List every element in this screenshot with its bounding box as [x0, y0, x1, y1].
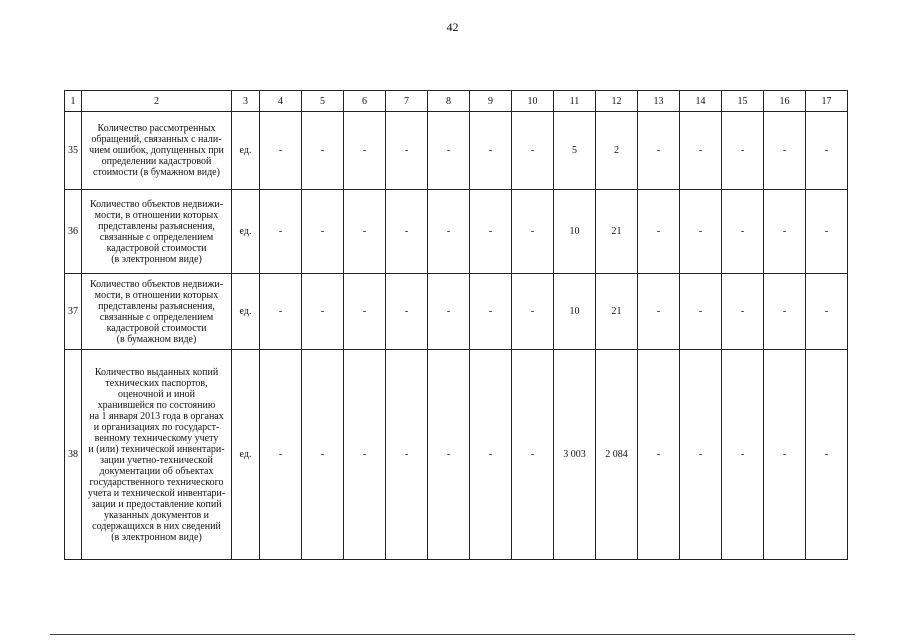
- row-name: Количество выданных копий технических паспортов, оценочной и иной хранившейся по состоянию на 1 января 2013 года в органах и организациях по государст- венному техническому учету и (или) технической инвентари- зации учетно-технической документации об объектах государственного технического учета и технической инвентари- зации и предоставление копий указанных документов и содержащихся в них сведений (в электронном виде): [82, 350, 232, 560]
- row-value: -: [302, 350, 344, 560]
- row-value: -: [344, 350, 386, 560]
- table-row: [65, 112, 848, 190]
- row-value: -: [470, 350, 512, 560]
- row-unit: ед.: [232, 112, 260, 190]
- row-value: -: [764, 350, 806, 560]
- row-value: -: [470, 190, 512, 274]
- row-value: -: [680, 112, 722, 190]
- row-value: -: [260, 190, 302, 274]
- col-header-13: 13: [638, 91, 680, 112]
- row-value: -: [512, 350, 554, 560]
- col-header-6: 6: [344, 91, 386, 112]
- row-value: -: [512, 274, 554, 350]
- col-header-3: 3: [232, 91, 260, 112]
- row-value: -: [638, 190, 680, 274]
- row-value: -: [302, 190, 344, 274]
- row-value: -: [386, 350, 428, 560]
- row-name: Количество рассмотренных обращений, связанных с нали- чием ошибок, допущенных при определении кадастровой стоимости (в бумажном виде): [82, 112, 232, 190]
- row-value: -: [428, 274, 470, 350]
- row-number: 37: [65, 274, 82, 350]
- row-value: 5: [554, 112, 596, 190]
- row-value: -: [806, 112, 848, 190]
- col-header-9: 9: [470, 91, 512, 112]
- row-value: 3 003: [554, 350, 596, 560]
- row-unit: ед.: [232, 274, 260, 350]
- row-value: -: [344, 190, 386, 274]
- page-number: 42: [446, 20, 459, 34]
- row-number: 36: [65, 190, 82, 274]
- row-value: -: [722, 350, 764, 560]
- row-value: -: [260, 274, 302, 350]
- statistics-table: [64, 90, 848, 560]
- row-value: -: [512, 112, 554, 190]
- row-value: 2: [596, 112, 638, 190]
- table-row: [65, 274, 848, 350]
- row-number: 38: [65, 350, 82, 560]
- row-value: -: [680, 190, 722, 274]
- col-header-7: 7: [386, 91, 428, 112]
- col-header-10: 10: [512, 91, 554, 112]
- col-header-15: 15: [722, 91, 764, 112]
- row-value: -: [680, 350, 722, 560]
- row-value: -: [386, 190, 428, 274]
- row-value: 10: [554, 190, 596, 274]
- row-value: -: [302, 112, 344, 190]
- col-header-14: 14: [680, 91, 722, 112]
- col-header-2: 2: [82, 91, 232, 112]
- row-value: -: [428, 350, 470, 560]
- col-header-17: 17: [806, 91, 848, 112]
- row-value: -: [638, 112, 680, 190]
- row-value: -: [722, 190, 764, 274]
- row-value: -: [344, 112, 386, 190]
- row-value: -: [302, 274, 344, 350]
- row-value: -: [764, 190, 806, 274]
- row-unit: ед.: [232, 350, 260, 560]
- page-bottom-rule: [50, 634, 855, 635]
- row-name: Количество объектов недвижи- мости, в отношении которых представлены разъяснения, связанные с определением кадастровой стоимости (в бумажном виде): [82, 274, 232, 350]
- row-value: -: [638, 350, 680, 560]
- row-value: -: [764, 274, 806, 350]
- row-number: 35: [65, 112, 82, 190]
- col-header-8: 8: [428, 91, 470, 112]
- col-header-12: 12: [596, 91, 638, 112]
- row-value: -: [386, 112, 428, 190]
- row-value: -: [428, 190, 470, 274]
- row-value: 21: [596, 190, 638, 274]
- col-header-11: 11: [554, 91, 596, 112]
- row-value: -: [260, 112, 302, 190]
- row-value: -: [344, 274, 386, 350]
- row-name: Количество объектов недвижи- мости, в отношении которых представлены разъяснения, связанные с определением кадастровой стоимости (в электронном виде): [82, 190, 232, 274]
- row-value: -: [722, 112, 764, 190]
- row-value: -: [806, 350, 848, 560]
- table-row: [65, 350, 848, 560]
- row-value: -: [806, 274, 848, 350]
- table-row: [65, 190, 848, 274]
- row-value: -: [386, 274, 428, 350]
- row-value: -: [470, 112, 512, 190]
- row-value: -: [806, 190, 848, 274]
- row-value: 2 084: [596, 350, 638, 560]
- row-value: -: [512, 190, 554, 274]
- row-value: -: [428, 112, 470, 190]
- row-value: -: [260, 350, 302, 560]
- table-header-row: [65, 91, 848, 112]
- col-header-4: 4: [260, 91, 302, 112]
- row-value: 10: [554, 274, 596, 350]
- row-value: -: [470, 274, 512, 350]
- row-value: -: [638, 274, 680, 350]
- col-header-16: 16: [764, 91, 806, 112]
- row-value: -: [764, 112, 806, 190]
- col-header-1: 1: [65, 91, 82, 112]
- col-header-5: 5: [302, 91, 344, 112]
- row-value: -: [722, 274, 764, 350]
- row-value: -: [680, 274, 722, 350]
- row-unit: ед.: [232, 190, 260, 274]
- row-value: 21: [596, 274, 638, 350]
